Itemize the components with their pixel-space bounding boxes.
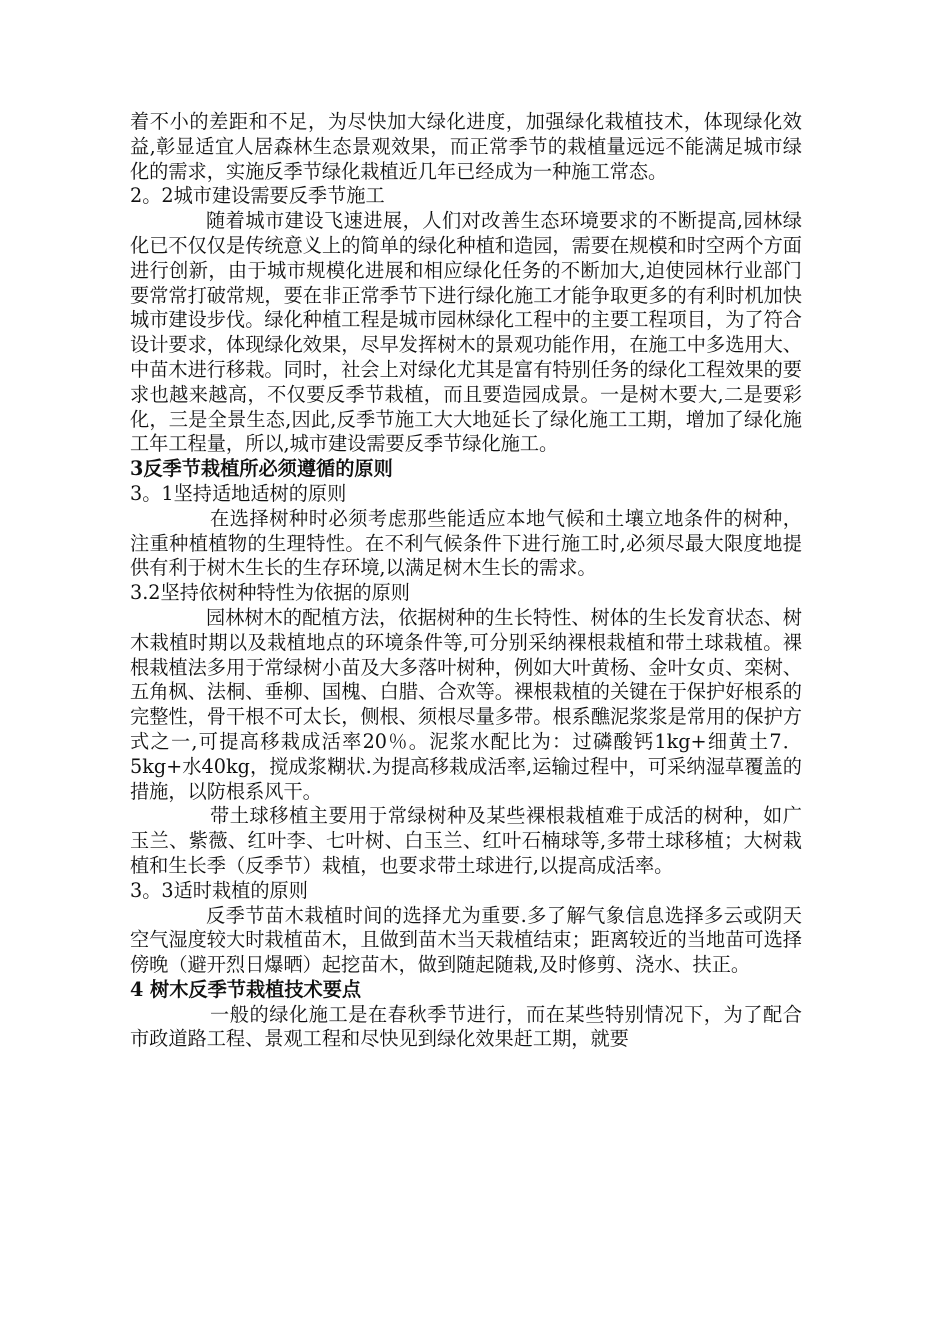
- subsection-heading-3-3: 3。3适时栽植的原则: [130, 878, 308, 902]
- paragraph-3-3: 反季节苗木栽植时间的选择尤为重要.多了解气象信息选择多云或阴天空气湿度较大时栽植苗木，且做到苗木当天栽植结束；距离较近的当地苗可选择傍晚（避开烈日爆晒）起挖苗木，做到随起随栽,及时修剪、浇水、扶正。: [130, 903, 802, 977]
- section-heading-4: 4 树木反季节栽植技术要点: [130, 977, 362, 1001]
- subsection-heading-3-1: 3。1坚持适地适树的原则: [130, 481, 347, 505]
- paragraph-3-2-b: 带土球移植主要用于常绿树种及某些裸根栽植难于成活的树种，如广玉兰、紫薇、红叶李、七叶树、白玉兰、红叶石楠球等,多带土球移植；大树栽植和生长季（反季节）栽植，也要求带土球进行,以提高成活率。: [130, 804, 802, 877]
- subsection-heading-2-2: 2。2城市建设需要反季节施工: [130, 184, 385, 208]
- section-heading-3: 3反季节栽植所必须遵循的原则: [130, 457, 393, 481]
- paragraph-4: 一般的绿化施工是在春秋季节进行，而在某些特别情况下，为了配合市政道路工程、景观工程和尽快见到绿化效果赶工期，就要: [130, 1002, 802, 1051]
- paragraph-intro: 着不小的差距和不足，为尽快加大绿化进度，加强绿化栽植技术，体现绿化效益,彰显适宜人居森林生态景观效果，而正常季节的栽植量远远不能满足城市绿化的需求，实施反季节绿化栽植近几年已经成为一种施工常态。: [130, 110, 802, 183]
- paragraph-2-2: 随着城市建设飞速进展，人们对改善生态环境要求的不断提高,园林绿化已不仅仅是传统意义上的简单的绿化种植和造园，需要在规模和时空两个方面进行创新，由于城市规模化进展和相应绿化任务的不断加大,迫使园林行业部门要常常打破常规，要在非正常季节下进行绿化施工才能争取更多的有利时机加快城市建设步伐。绿化种植工程是城市园林绿化工程中的主要工程项目，为了符合设计要求，体现绿化效果，尽早发挥树木的景观功能作用，在施工中多选用大、中苗木进行移栽。同时，社会上对绿化尤其是富有特别任务的绿化工程效果的要求也越来越高，不仅要反季节栽植，而且要造园成景。一是树木要大,二是要彩化，三是全景生态,因此,反季节施工大大地延长了绿化施工工期，增加了绿化施工年工程量，所以,城市建设需要反季节绿化施工。: [130, 209, 802, 456]
- document-body: [130, 110, 802, 1052]
- paragraph-3-2-a: 园林树木的配植方法，依据树种的生长特性、树体的生长发育状态、树木栽植时期以及栽植地点的环境条件等,可分别采纳裸根栽植和带土球栽植。裸根栽植法多用于常绿树小苗及大多落叶树种，例如大叶黄杨、金叶女贞、栾树、五角枫、法桐、垂柳、国槐、白腊、合欢等。裸根栽植的关键在于保护好根系的完整性，骨干根不可太长，侧根、须根尽量多带。根系醮泥浆浆是常用的保护方式之一,可提高移栽成活率20％。泥浆水配比为：过磷酸钙1kg+细黄土7．5kg+水40kg，搅成浆糊状.为提高移栽成活率,运输过程中，可采纳湿草覆盖的措施，以防根系风干。: [130, 605, 802, 803]
- paragraph-3-1: 在选择树种时必须考虑那些能适应本地气候和土壤立地条件的树种，注重种植植物的生理特性。在不利气候条件下进行施工时,必须尽最大限度地提供有利于树木生长的生存环境,以满足树木生长的需求。: [130, 506, 802, 580]
- subsection-heading-3-2: 3.2坚持依树种特性为依据的原则: [130, 581, 410, 605]
